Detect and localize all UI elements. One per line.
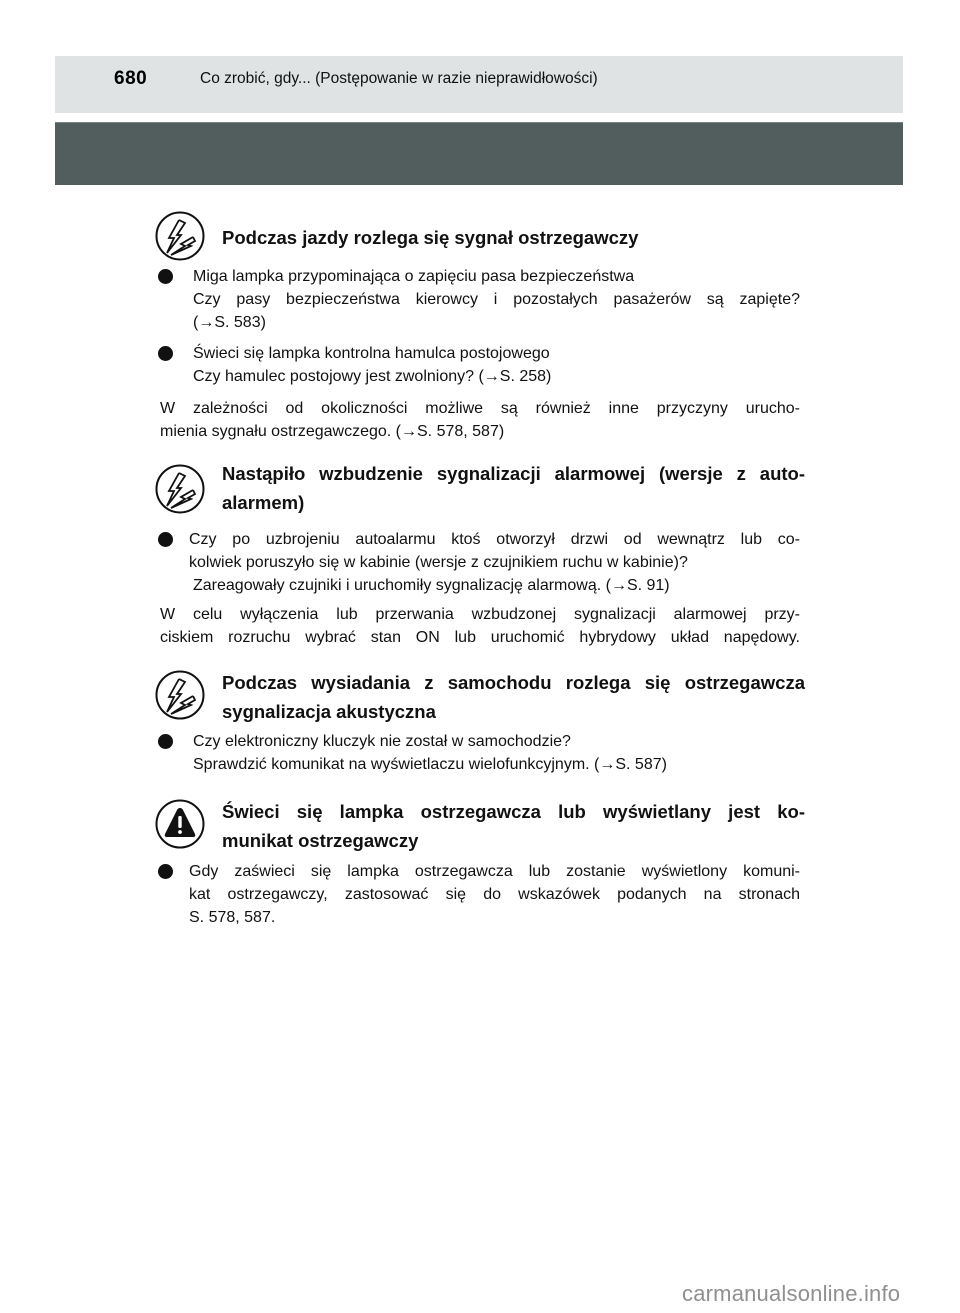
bullet-item: Czy elektroniczny kluczyk nie został w samochodzie? Sprawdzić komunikat na wyświetlaczu wielofunkcyjnym. (→S. 587) bbox=[193, 733, 667, 773]
running-header bbox=[55, 56, 903, 113]
alarm-sound-icon bbox=[155, 211, 205, 261]
section-title: Podczas jazdy rozlega się sygnał ostrzegawczy bbox=[222, 227, 639, 248]
bullet-icon bbox=[158, 864, 173, 879]
bullet-icon bbox=[158, 269, 173, 284]
page-number: 680 bbox=[114, 68, 148, 89]
alarm-sound-icon bbox=[155, 670, 205, 720]
watermark: carmanualsonline.info bbox=[682, 1281, 901, 1306]
note-paragraph: W zależności od okoliczności możliwe są również inne przyczyny urucho- mienia sygnału ostrzegawczego. (→S. 578, 587) bbox=[160, 400, 800, 440]
bullet-icon bbox=[158, 734, 173, 749]
chapter-title: Co zrobić, gdy... (Postępowanie w razie nieprawidłowości) bbox=[200, 70, 598, 87]
bullet-item: Świeci się lampka kontrolna hamulca postojowego Czy hamulec postojowy jest zwolniony? (→S. 258) bbox=[193, 345, 552, 385]
bullet-icon bbox=[158, 532, 173, 547]
section-title: Nastąpiło wzbudzenie sygnalizacji alarmowej (wersje z auto- alarmem) bbox=[222, 463, 805, 513]
bullet-item: Czy po uzbrojeniu autoalarmu ktoś otworzył drzwi od wewnątrz lub co- kolwiek poruszyło się w kabinie (wersje z czujnikiem ruchu w kabinie)? Zareagowały czujniki i uruchomiły sygnalizację alarmową. (→S. 91) bbox=[189, 531, 800, 594]
alarm-sound-icon bbox=[155, 464, 205, 514]
section-title: Podczas wysiadania z samochodu rozlega się ostrzegawcza sygnalizacja akustyczna bbox=[222, 672, 805, 722]
warning-triangle-icon bbox=[155, 799, 205, 849]
section-banner bbox=[55, 122, 903, 185]
note-paragraph: W celu wyłączenia lub przerwania wzbudzonej sygnalizacji alarmowej przy- ciskiem rozruchu wybrać stan ON lub uruchomić hybrydowy układ napędowy. bbox=[160, 606, 800, 646]
section-title: Świeci się lampka ostrzegawcza lub wyświetlany jest ko- munikat ostrzegawczy bbox=[222, 801, 805, 851]
bullet-item: Miga lampka przypominająca o zapięciu pasa bezpieczeństwa Czy pasy bezpieczeństwa kierowcy i pozostałych pasażerów są zapięte? (→S. 583) bbox=[193, 268, 800, 331]
bullet-item: Gdy zaświeci się lampka ostrzegawcza lub zostanie wyświetlony komuni- kat ostrzegawczy, zastosować się do wskazówek podanych na stronach S. 578, 587. bbox=[189, 863, 800, 926]
bullet-icon bbox=[158, 346, 173, 361]
